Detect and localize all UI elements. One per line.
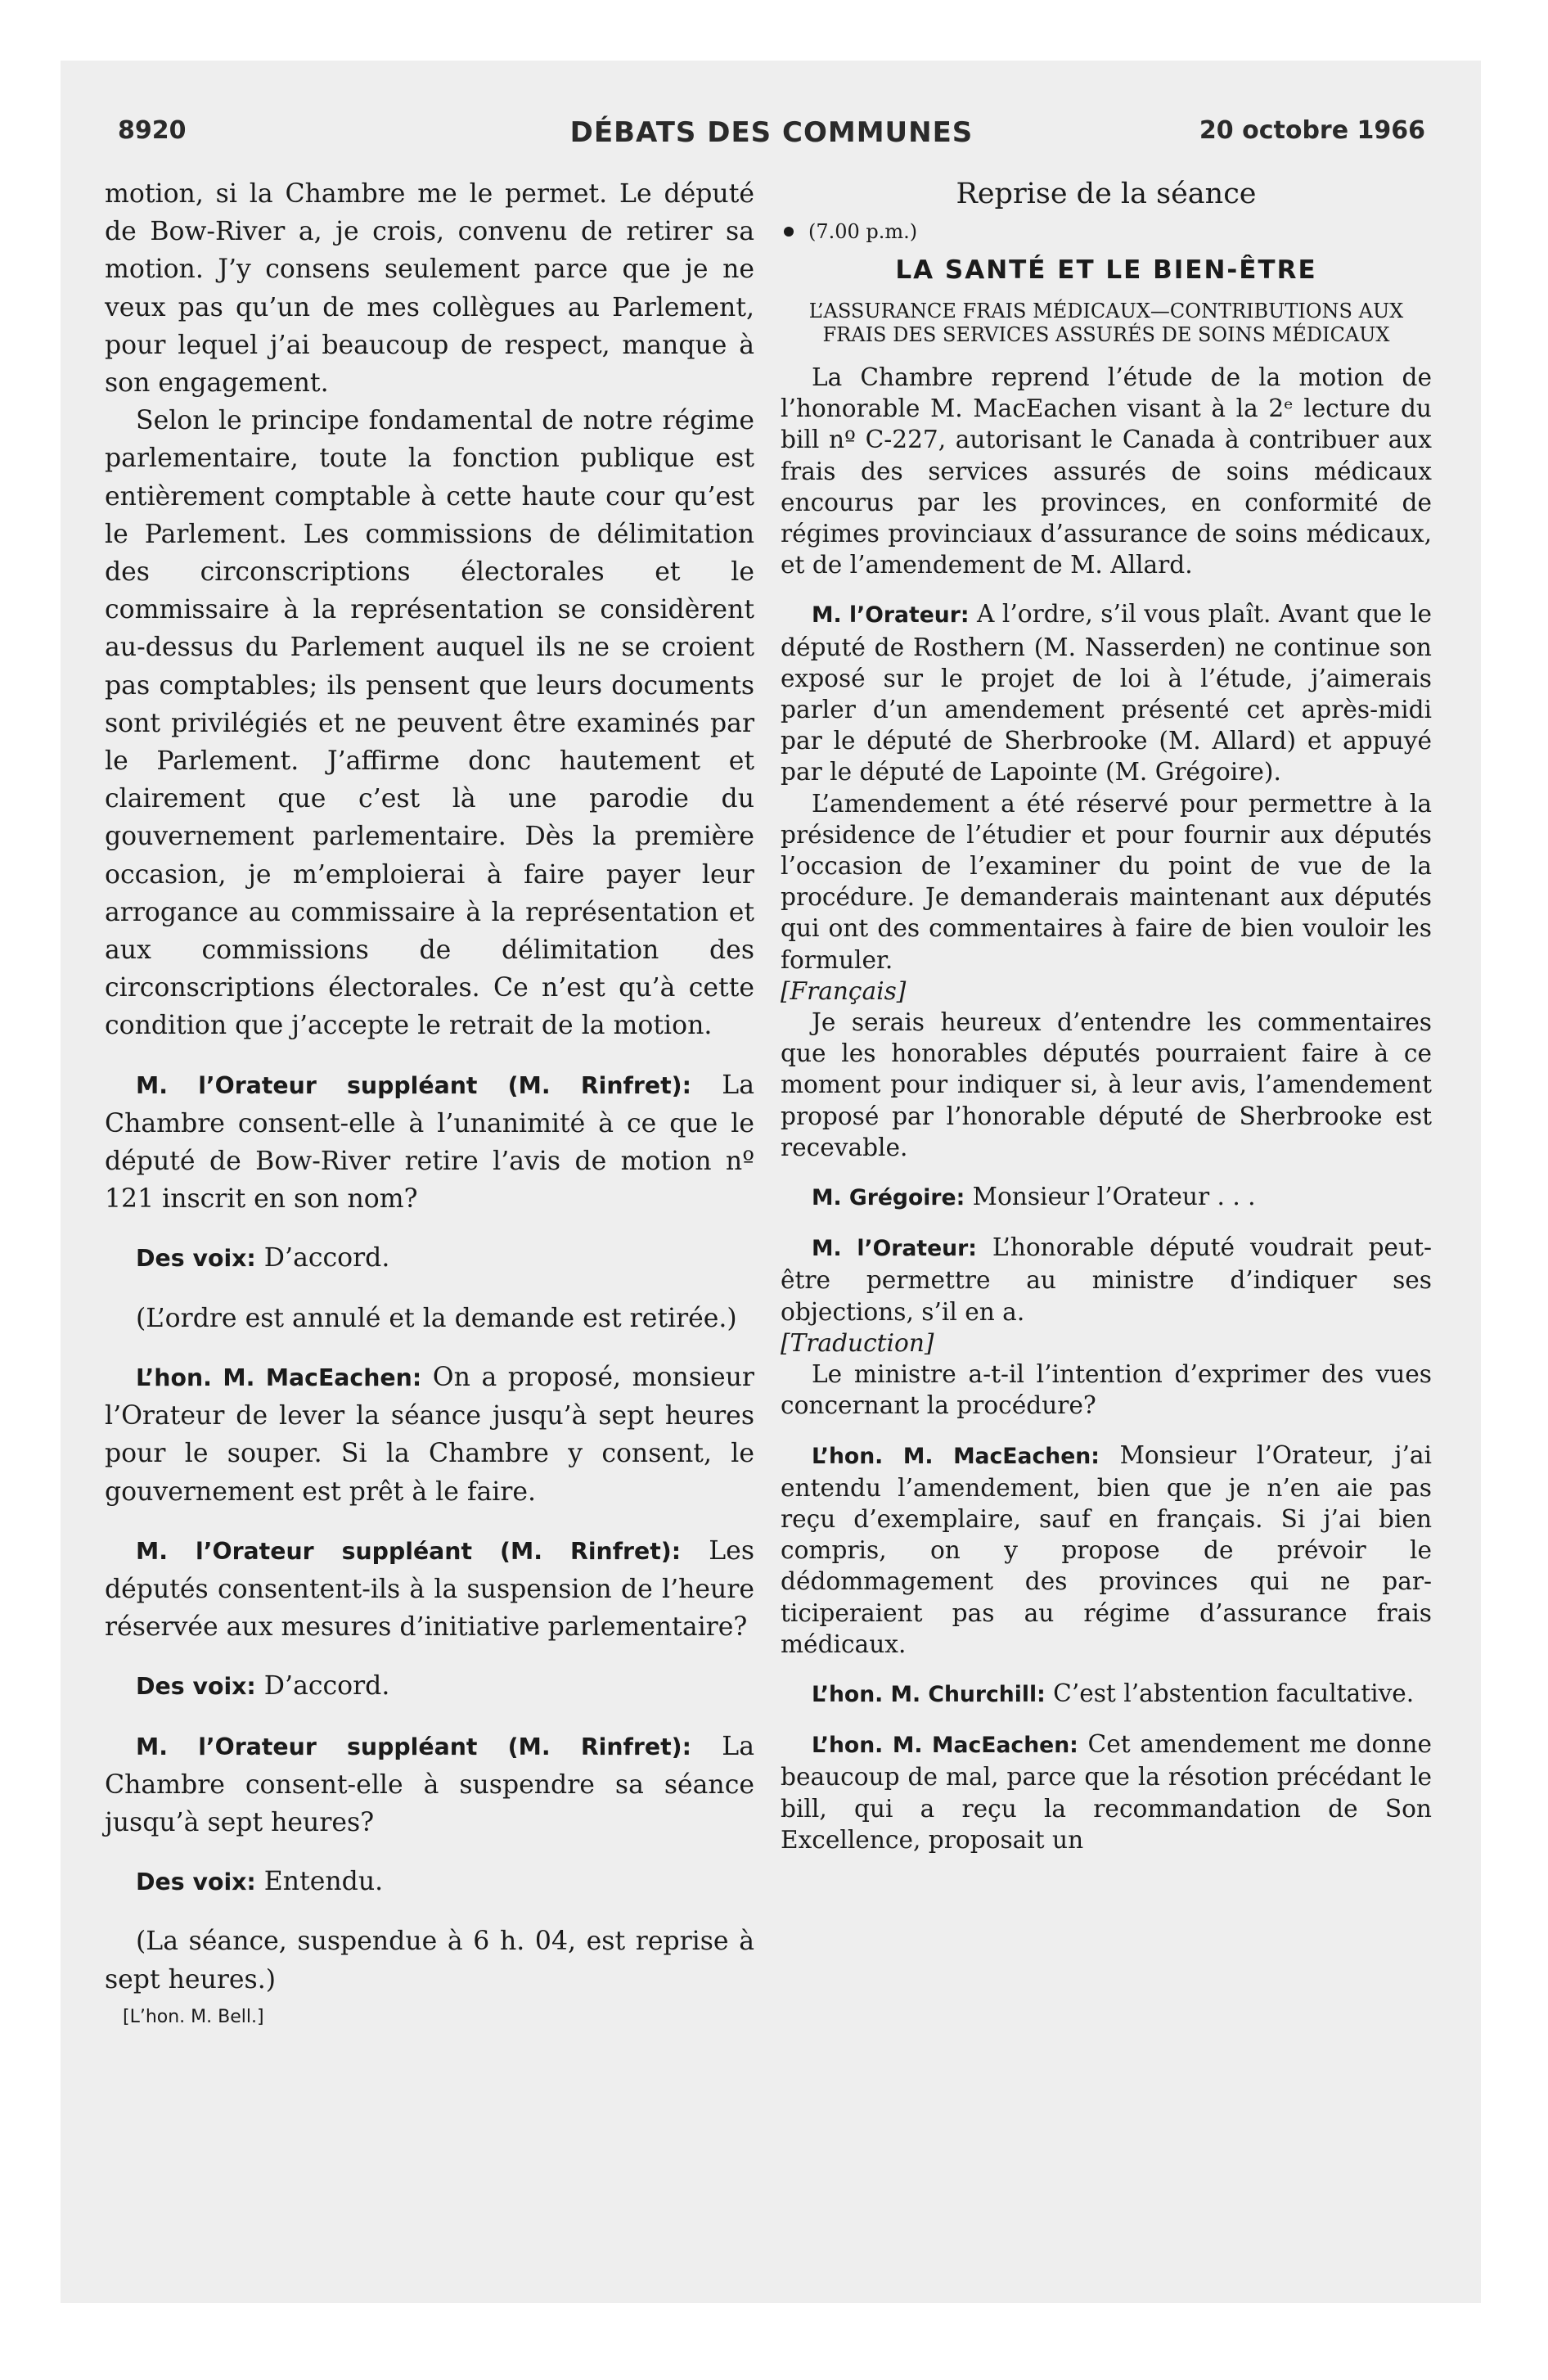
time-marker <box>784 218 1432 246</box>
language-marker: [Traduction] <box>781 1328 934 1357</box>
speaker-name: L’hon. M. Churchill: <box>812 1681 1046 1707</box>
bullet-dot-icon <box>784 227 794 237</box>
speaker-name: M. Grégoire: <box>812 1185 965 1211</box>
speaker-name: L’hon. M. MacEachen: <box>812 1733 1078 1759</box>
speech-text: La Chambre consent-elle à suspendre sa séance jusqu’à sept heures? <box>105 1731 754 1837</box>
page-date: 20 octobre 1966 <box>1199 116 1425 145</box>
speaker-name: M. l’Orateur suppléant (M. Rinfret): <box>136 1733 691 1760</box>
page-number: 8920 <box>118 116 187 145</box>
speech-text: Les députés consentent-ils à la suspension de l’heure réservée aux mesures d’initiative parlementaire? <box>105 1535 754 1643</box>
speaker-name: M. l’Orateur suppléant (M. Rinfret): <box>136 1537 682 1565</box>
speaker-name: L’hon. M. MacEachen: <box>136 1364 422 1391</box>
speech <box>781 598 1432 787</box>
speaker-name: M. l’Orateur: <box>812 1236 977 1262</box>
speaker-name: M. l’Orateur suppléant (M. Rinfret): <box>136 1071 691 1099</box>
speech-text: Entendu. <box>255 1867 384 1897</box>
section-subtitle: L’ASSURANCE FRAIS MÉDICAUX—CONTRIBUTIONS AUX FRAIS DES SERVICES ASSURÉS DE SOINS MÉDICAUX <box>808 300 1404 346</box>
paragraph: motion, si la Chambre me le permet. Le député de Bow-River a, je crois, convenu de retirer sa motion. J’y consens seulement parce que je ne veux pas qu’un de mes collègues au Parlement, pour lequel j’ai beaucoup de respect, manque à son engagement. <box>105 179 754 399</box>
speech-text: L’honorable député voudrait peut-être permettre au ministre d’indiquer ses objections, s’il en a. <box>781 1233 1432 1326</box>
speech <box>105 1863 754 1901</box>
paragraph: La Chambre reprend l’étude de la motion de l’honorable M. MacEachen visant à la 2ᵉ lecture du bill nº C-227, autorisant le Canada à contribuer aux frais des services assurés de soins médicaux encourus par les provinces, en conformité de régimes provinciaux d’assurance de soins médicaux, et de l’amendement de M. Allard. <box>781 363 1432 579</box>
speech-text: Monsieur l’Orateur . . . <box>965 1183 1256 1211</box>
speaker-name: Des voix: <box>136 1868 256 1896</box>
time-text: (7.00 p.m.) <box>808 220 918 243</box>
speech <box>105 1532 754 1647</box>
speech-text: C’est l’abstention facultative. <box>1045 1679 1415 1707</box>
speech <box>105 1728 754 1842</box>
speaker-name: L’hon. M. MacEachen: <box>812 1443 1100 1469</box>
speech <box>105 1359 754 1511</box>
language-marker: [Français] <box>781 976 907 1005</box>
speech-text: A l’ordre, s’il vous plaît. Avant que le député de Rosthern (M. Nasserden) ne continue son exposé sur le projet de loi à l’étude, j’aimerais parler d’un amendement présenté cet après-midi par le député de Sherbrooke (M. Allard) et appuyé par le député de Lapointe (M. Grégoire). <box>781 600 1432 787</box>
speaker-name: M. l’Orateur: <box>812 602 970 629</box>
speaker-name: Des voix: <box>136 1245 256 1273</box>
speech <box>105 1667 754 1706</box>
speech <box>781 1729 1432 1855</box>
left-column <box>105 175 754 2030</box>
speech-text: Monsieur l’Orateur, j’ai entendu l’amendement, bien que je n’en aie pas reçu d’exemplaire, sauf en français. Si j’ai bien compris, on y propose de prévoir le dédommagement des provinces qui ne participeraient pas au régime d’assurance frais médicaux. <box>781 1440 1433 1658</box>
page-header <box>118 116 1425 157</box>
speech <box>781 1440 1432 1660</box>
document-page <box>61 61 1481 2303</box>
speech-text: Cet amendement me donne beaucoup de mal, parce que la résotion précédant le bill, qui a reçu la recommandation de Son Excellence, proposait un <box>781 1730 1432 1854</box>
speaker-reference: [L’hon. M. Bell.] <box>123 2006 264 2027</box>
speech <box>781 1232 1432 1327</box>
resume-heading: Reprise de la séance <box>956 178 1257 210</box>
speech-text: On a proposé, monsieur l’Orateur de lever la séance jusqu’à sept heures pour le souper. Si la Chambre y consent, le gouvernement est prêt à le faire. <box>105 1362 754 1507</box>
procedural-note: (La séance, suspendue à 6 h. 04, est reprise à sept heures.) <box>105 1927 754 1995</box>
speech-text: La Chambre consent-elle à l’unanimité à ce que le député de Bow-River retire l’avis de motion nº 121 inscrit en son nom? <box>105 1070 754 1215</box>
speech <box>105 1066 754 1219</box>
paragraph: Selon le principe fondamental de notre régime parlementaire, toute la fonction publique est entièrement comptable à cette haute cour qu’est le Parlement. Les commissions de délimitation des circonscriptions électorales et le commissaire à la représentation se considèrent au-dessus du Parlement auquel ils ne se croient pas comptables; ils pensent que leurs documents sont privilégiés et ne peuvent être examinés par le Parlement. J’affirme donc hautement et clairement que c’est là une parodie du gouvernement parlementaire. Dès la première occasion, je m’emploierai à faire payer leur arrogance au commissaire à la représentation et aux commissions de délimitation des circonscriptions électorales. Ce n’est qu’à cette condition que j’accepte le retrait de la motion. <box>105 406 754 1041</box>
procedural-note: (L’ordre est annulé et la demande est retirée.) <box>136 1303 737 1333</box>
speaker-name: Des voix: <box>136 1673 256 1701</box>
speech <box>105 1239 754 1278</box>
paragraph: Je serais heureux d’entendre les commentaires que les honorables députés pourraient faire à ce moment pour indiquer si, à leur avis, l’amendement proposé par l’honorable député de Sherbrooke est recevable. <box>781 1008 1432 1161</box>
speech-text: D’accord. <box>255 1671 390 1702</box>
paragraph: Le ministre a-t-il l’intention d’exprimer des vues concernant la procédure? <box>781 1360 1432 1420</box>
speech <box>781 1181 1432 1214</box>
section-title: LA SANTÉ ET LE BIEN-ÊTRE <box>895 255 1317 285</box>
right-column <box>781 175 1432 1855</box>
speech <box>781 1678 1432 1711</box>
publication-title: DÉBATS DES COMMUNES <box>569 116 974 149</box>
speech-text: D’accord. <box>255 1243 390 1273</box>
paragraph: L’amendement a été réservé pour permettre à la présidence de l’étudier et pour fournir aux députés l’occasion de l’examiner du point de vue de la procédure. Je demanderais maintenant aux députés qui ont des commentaires à faire de bien vouloir les formuler. <box>781 789 1432 974</box>
